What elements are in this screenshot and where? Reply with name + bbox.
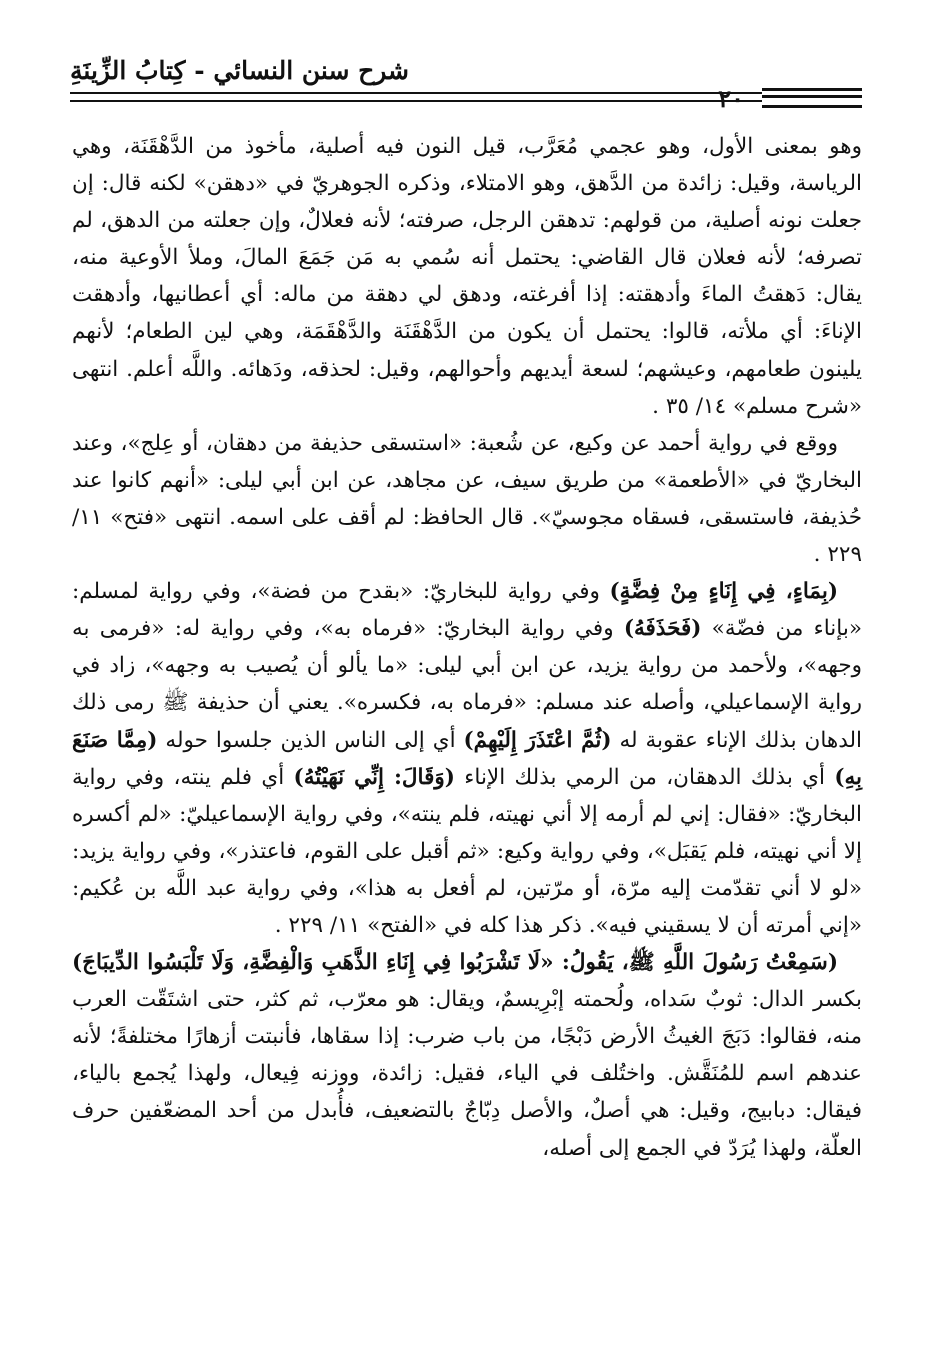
- paragraph-text: ووقع في رواية أحمد عن وكيع، عن شُعبة: «استسقى حذيفة من دهقان، أو عِلج»، وعند البخاريّ في «الأطعمة» من طريق سيف، عن مجاهد، عن ابن أبي ليلى: «أنهم كانوا عند حُذيفة، فاستسقى، فسقاه مجوسيّ». قال الحافظ: لم أقف على اسمه. انتهى «فتح» ١١/ ٢٢٩ .: [72, 430, 862, 568]
- paragraph-4: [72, 944, 862, 1167]
- hadith-phrase: (مِمَّا صَنَعَ بِهِ): [72, 727, 863, 790]
- page-header: [70, 50, 862, 113]
- text-body: [72, 128, 862, 1167]
- hadith-phrase: (وَقَالَ: إِنِّي نَهَيْتُهُ): [293, 764, 455, 790]
- running-title: شرح سنن النسائي - كِتابُ الزِّينَةِ: [70, 56, 409, 85]
- paragraph-1: [72, 128, 862, 425]
- commentary-text: وفي رواية البخاريّ: «فرماه به»، وفي رواية له: «فرمى به وجهه»، ولأحمد من رواية يزيد، عن ابن أبي ليلى: «ما يألو أن يُصيب به وجهه»، زاد في رواية الإسماعيلي، وأصله عند مسلم: «فرماه به، فكسره». يعني أن حذيفة ﷺ رمى ذلك الدهان بذلك الإناء عقوبة له: [72, 616, 863, 753]
- commentary-text: أي بذلك الدهقان، من الرمي بذلك الإناء: [454, 764, 835, 790]
- paragraph-text: وهو بمعنى الأول، وهو عجمي مُعَرَّب، قيل النون فيه أصلية، مأخوذ من الدَّهْقَنَة، وهي الرياسة، وقيل: زائدة من الدَّهق، وهو الامتلاء، وذكره الجوهريّ في «دهقن» لكنه قال: إن جعلت نونه أصلية، من قولهم: تدهقن الرجل، صرفته؛ لأنه فعلالٌ، وإن جعلته من الدهق، لم تصرفه؛ لأنه فعلان قال القاضي: يحتمل أنه سُمي به مَن جَمَعَ المالَ، وملأ الأوعية منه، يقال: دَهقتُ الماءَ وأدهقته: إذا أفرغته، ودهق لي دهقة من ماله: أي أعطانيها، وأدهقت الإناءَ: أي ملأته، قالوا: يحتمل أن يكون من الدَّهْقَنَة والدَّهْقَمَة، وهي لين الطعام؛ لأنهم يلينون طعامهم، وعيشهم؛ لسعة أيديهم وأحوالهم، وقيل: لحذقه، ودَهائه. واللَّه أعلم. انتهى «شرح مسلم» ١٤/ ٣٥ .: [72, 134, 862, 419]
- commentary-text: أي إلى الناس الذين جلسوا حوله: [157, 727, 464, 753]
- commentary-text: وفي رواية للبخاريّ: «بقدح من فضة»، وفي رواية لمسلم: «بإناء من فضّة»: [72, 579, 862, 642]
- commentary-text: بكسر الدال: ثوبٌ سَداه، ولُحمته إبْرِيسمٌ، ويقال: هو معرّب، ثم كثر، حتى اشتَقّت العرب منه، فقالوا: دَبَجَ الغيثُ الأرض دَبْجًا، من باب ضرب: إذا سقاها، فأنبتت أزهارًا مختلفةً؛ لأنه عندهم اسم للمُنَقَّش. واختُلف في الياء، فقيل: زائدة، ووزنه فِيعال، ولهذا يُجمع بالياء، فيقال: دبابيج، وقيل: هي أصلٌ، والأصل دِبّاجٌ بالتضعيف، فأُبدل من أحد المضعّفين حرف العلّة، ولهذا يُرَدّ في الجمع إلى أصله،: [72, 987, 862, 1161]
- page-number: ٢٠: [718, 84, 744, 113]
- hadith-phrase: (سَمِعْتُ رَسُولَ اللَّهِ ﷺ، يَقُولُ: «لَا تَشْرَبُوا فِي إِنَاءِ الذَّهَبِ وَالْفِضَّةِ، وَلَا تَلْبَسُوا الدِّيبَاجَ): [72, 950, 838, 976]
- paragraph-2: [72, 425, 862, 573]
- paragraph-3: [72, 573, 862, 944]
- header-rule-ornament: [762, 88, 862, 108]
- hadith-phrase: (بِمَاءٍ، فِي إِنَاءٍ مِنْ فِضَّةٍ): [609, 579, 838, 605]
- commentary-text: أي فلم ينته، وفي رواية البخاريّ: «فقال: إني لم أرمه إلا أني نهيته، فلم ينته»، وفي رواية الإسماعيليّ: «لم أكسره إلا أني نهيته، فلم يَقبَل»، وفي رواية وكيع: «ثم أقبل على القوم، فاعتذر»، وفي رواية يزيد: «لو لا أني تقدّمت إليه مرّة، أو مرّتين، لم أفعل به هذا»، وفي رواية عبد اللَّه بن عُكيم: «إني أمرته أن لا يسقيني فيه». ذكر هذا كله في «الفتح» ١١/ ٢٢٩ .: [72, 764, 862, 938]
- hadith-phrase: (فَحَذَفَهُ): [623, 616, 702, 642]
- hadith-phrase: (ثُمَّ اعْتَذَرَ إِلَيْهِمْ): [463, 727, 612, 753]
